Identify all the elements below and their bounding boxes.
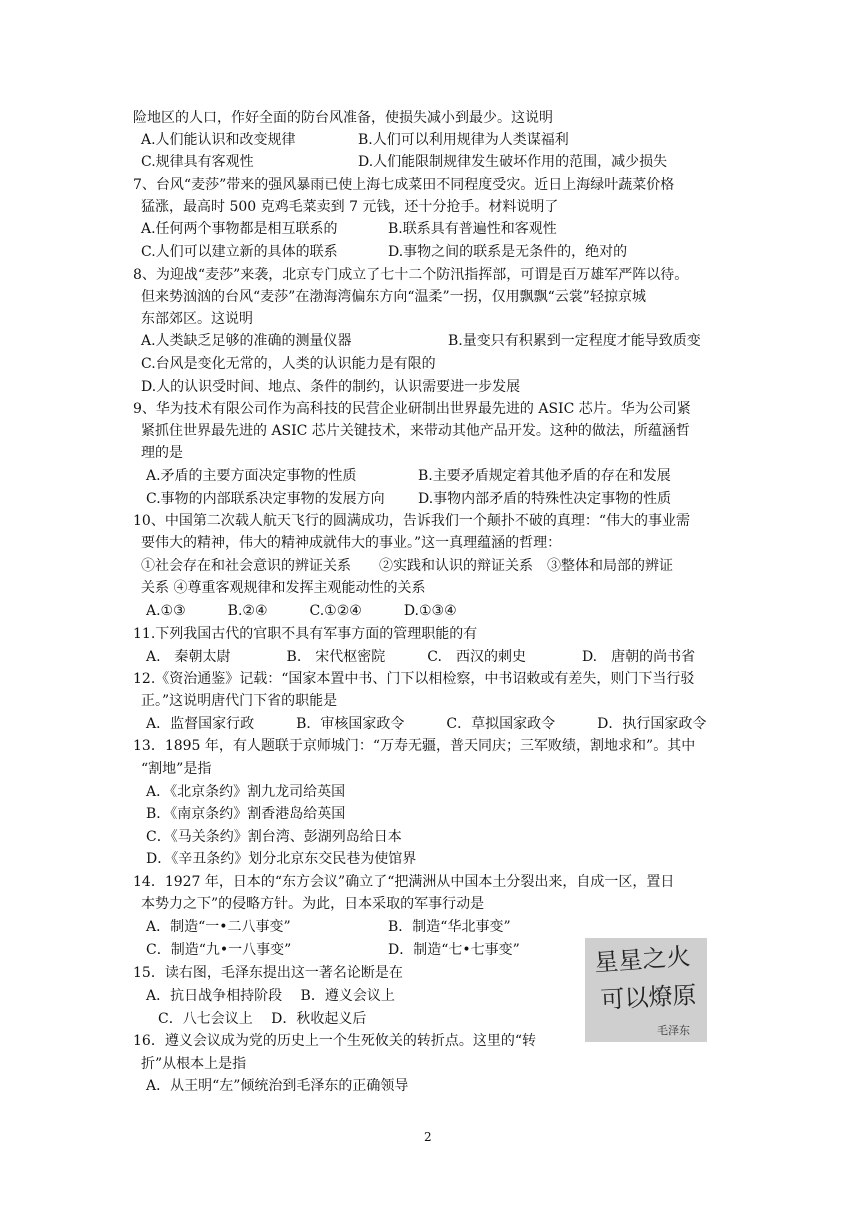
text-line: D．制造“七•七事变” (388, 942, 520, 958)
page-number: 2 (424, 1130, 432, 1144)
text-line: D.事物内部矛盾的特殊性决定事物的性质 (418, 491, 672, 507)
text-line: 11.下列我国古代的官职不具有军事方面的管理职能的有 (133, 626, 478, 642)
text-line: B.联系具有普遍性和客观性 (388, 221, 557, 237)
text-line: C.人们可以建立新的具体的联系 (141, 244, 338, 260)
text-line: 但来势汹汹的台风“麦莎”在渤海湾偏东方向“温柔”一拐，仅用飘飘“云裳”轻掠京城 (141, 289, 646, 305)
text-line: C．八七会议上 D．秋收起义后 (158, 1011, 367, 1027)
text-line: A.任何两个事物都是相互联系的 (141, 221, 338, 237)
text-line: A．从王明“左”倾统治到毛泽东的正确领导 (146, 1078, 409, 1094)
text-line: “割地”是指 (141, 761, 212, 777)
text-line: 要伟大的精神，伟大的精神成就伟大的事业。”这一真理蕴涵的哲理： (141, 535, 562, 551)
text-line: D.人的认识受时间、地点、条件的制约，认识需要进一步发展 (141, 379, 521, 395)
text-line: 7、台风“麦莎”带来的强风暴雨已使上海七成菜田不同程度受灾。近日上海绿叶蔬菜价格 (133, 177, 675, 193)
text-line: A．制造“一•二八事变” (146, 919, 291, 935)
text-line: A．抗日战争相持阶段 B．遵义会议上 (146, 988, 395, 1004)
calligraphy-image (585, 938, 707, 1042)
text-line: ①社会存在和社会意识的辨证关系 ②实践和认识的辩证关系 ③整体和局部的辨证 (141, 558, 673, 574)
text-line: B.人们可以利用规律为人类谋福利 (358, 132, 569, 148)
text-line: 14．1927 年，日本的“东方会议”确立了“把满洲从中国本土分裂出来，自成一区，置日 (133, 874, 675, 890)
calligraphy-signature: 毛泽东 (657, 1024, 690, 1037)
text-line: 9、华为技术有限公司作为高科技的民营企业研制出世界最先进的 ASIC 芯片。华为公司紧 (133, 401, 691, 417)
text-line: A．监督国家行政 B．审核国家政令 C．草拟国家政令 D．执行国家政令 (146, 716, 707, 732)
text-line: 正。”这说明唐代门下省的职能是 (141, 693, 338, 709)
text-line: C．《马关条约》割台湾、彭湖列岛给日本 (146, 829, 402, 845)
text-line: A.人类缺乏足够的准确的测量仪器 (141, 333, 352, 349)
text-line: 16．遵义会议成为党的历史上一个生死攸关的转折点。这里的“转 (133, 1033, 536, 1049)
text-line: B.主要矛盾规定着其他矛盾的存在和发展 (418, 468, 671, 484)
text-line: D．《辛丑条约》划分北京东交民巷为使馆界 (146, 851, 417, 867)
text-line: A．《北京条约》割九龙司给英国 (146, 784, 346, 800)
text-line: 关系 ④尊重客观规律和发挥主观能动性的关系 (141, 580, 426, 596)
text-line: 12.《资治通鉴》记载：“国家本置中书、门下以相检察，中书诏敕或有差失，则门下当行驳 (133, 671, 695, 687)
text-line: 猛涨，最高时 500 克鸡毛菜卖到 7 元钱，还十分抢手。材料说明了 (141, 199, 559, 215)
text-line: D.事物之间的联系是无条件的，绝对的 (388, 244, 628, 260)
text-line: B．《南京条约》割香港岛给英国 (146, 806, 346, 822)
text-line: A.矛盾的主要方面决定事物的性质 (146, 468, 357, 484)
calligraphy-line1: 星星之火 (593, 942, 692, 977)
text-line: 本势力之下”的侵略方针。为此，日本采取的军事行动是 (141, 896, 485, 912)
text-line: 13．1895 年，有人题联于京师城门：“万寿无疆，普天同庆；三军败绩，割地求和”。其中 (133, 738, 696, 754)
text-line: 险地区的人口，作好全面的防台风准备，使损失减小到最少。这说明 (133, 110, 553, 126)
text-line: 东部郊区。这说明 (141, 311, 253, 327)
text-line: A.人们能认识和改变规律 (141, 132, 296, 148)
text-line: 8、为迎战“麦莎”来袭，北京专门成立了七十二个防汛指挥部，可谓是百万雄军严阵以待。 (133, 267, 689, 283)
text-line: C.台风是变化无常的，人类的认识能力是有限的 (141, 356, 436, 372)
text-line: A. 秦朝太尉 B. 宋代枢密院 C. 西汉的刺史 D. 唐朝的尚书省 (146, 649, 696, 665)
text-line: C.事物的内部联系决定事物的发展方向 (146, 491, 385, 507)
calligraphy-line2: 可以燎原 (599, 981, 698, 1014)
text-line: 15．读右图，毛泽东提出这一著名论断是在 (133, 965, 403, 981)
text-line: D.人们能限制规律发生破坏作用的范围，减少损失 (358, 154, 668, 170)
text-line: 紧抓住世界最先进的 ASIC 芯片关键技术，来带动其他产品开发。这种的做法，所蕴涵哲 (141, 423, 690, 439)
text-line: B.量变只有积累到一定程度才能导致质变 (448, 333, 701, 349)
text-line: 折”从根本上是指 (141, 1056, 247, 1072)
text-line: 理的是 (141, 445, 183, 461)
text-line: C.规律具有客观性 (141, 154, 254, 170)
text-line: A.①③ B.②④ C.①②④ D.①③④ (146, 603, 457, 619)
text-line: B．制造“华北事变” (388, 919, 511, 935)
text-line: C．制造“九•一八事变” (146, 942, 292, 958)
text-line: 10、中国第二次载人航天飞行的圆满成功，告诉我们一个颠扑不破的真理：“伟大的事业需 (133, 513, 690, 529)
